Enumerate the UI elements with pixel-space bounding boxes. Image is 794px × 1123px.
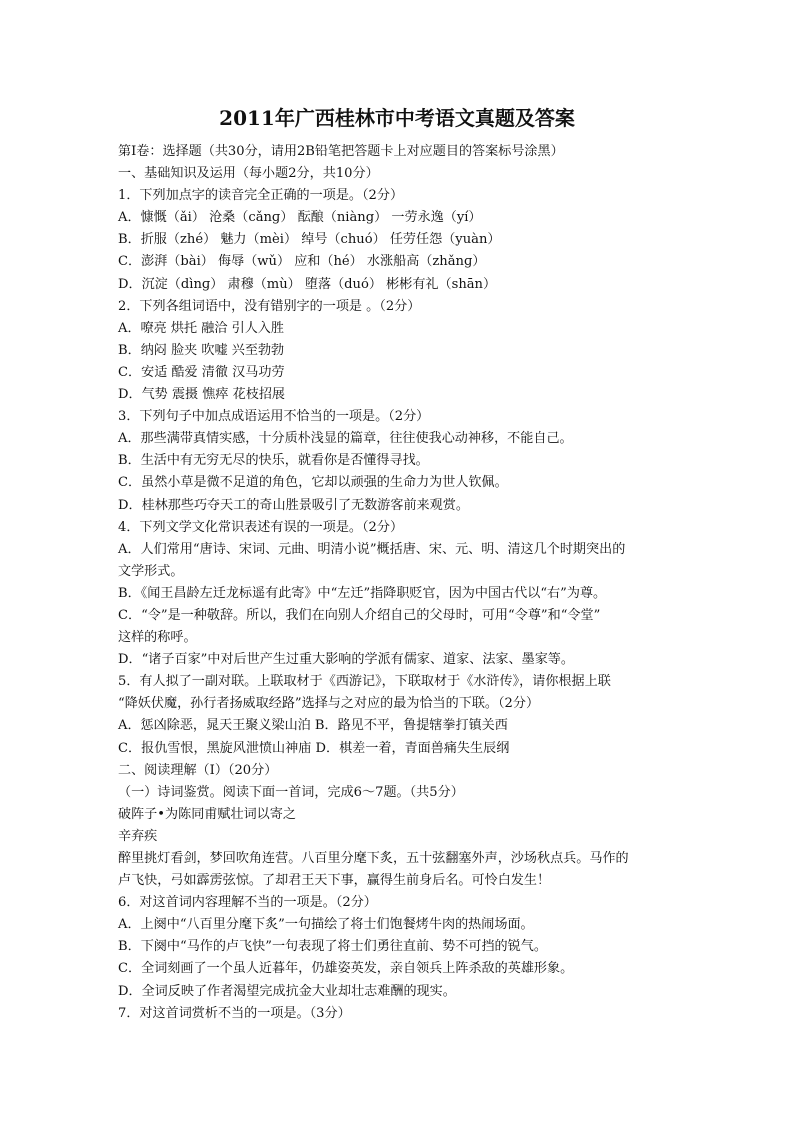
text-line: 一、基础知识及运用（每小题2分，共10分） (118, 166, 379, 182)
text-line: A．人们常用“唐诗、宋词、元曲、明清小说”概括唐、宋、元、明、清这几个时期突出的 (118, 541, 626, 557)
text-line: 2．下列各组词语中，没有错别字的一项是 。（2分） (118, 298, 421, 314)
text-line: 5．有人拟了一副对联。上联取材于《西游记》，下联取材于《水浒传》，请你根据上联 (118, 674, 611, 690)
text-line: C．“令”是一种敬辞。所以，我们在向别人介绍自己的父母时，可用“令尊”和“令堂” (118, 607, 601, 623)
text-line: A．慷慨（ǎi） 沧桑（cǎnɡ） 酝酿（niàng） 一劳永逸（yí） (118, 210, 482, 226)
text-line: B．下阕中“马作的卢飞快”一句表现了将士们勇往直前、势不可挡的锐气。 (118, 939, 547, 955)
text-line: 3．下列句子中加点成语运用不恰当的一项是。（2分） (118, 409, 430, 425)
text-line: B．生活中有无穷无尽的快乐，就看你是否懂得寻找。 (118, 453, 429, 469)
text-line: 醉里挑灯看剑，梦回吹角连营。八百里分麾下炙，五十弦翻塞外声，沙场秋点兵。马作的 (118, 851, 629, 866)
text-line: 1．下列加点字的读音完全正确的一项是。（2分） (118, 188, 404, 204)
text-line: A．惩凶除恶，晁天王聚义梁山泊 B．路见不平，鲁提辖拳打镇关西 (118, 718, 508, 734)
text-line: A．那些满带真情实感，十分质朴浅显的篇章，往往使我心动神移，不能自己。 (118, 431, 573, 447)
document-title: 2011年广西桂林市中考语文真题及答案 (219, 106, 575, 130)
text-line: “降妖伏魔，孙行者扬威取经路”选择与之对应的最为恰当的下联。（2分） (118, 696, 540, 712)
text-line: 第Ⅰ卷：选择题（共30分，请用2B铅笔把答题卡上对应题目的答案标号涂黑） (118, 144, 564, 159)
text-line: 辛弃疾 (118, 828, 158, 844)
text-line: C．全词刻画了一个虽人近暮年，仍雄姿英发，亲自领兵上阵杀敌的英雄形象。 (118, 961, 574, 977)
text-line: D．气势 震摄 憔瘁 花枝招展 (118, 387, 286, 403)
text-line: 文学形式。 (118, 563, 184, 579)
text-line: D．全词反映了作者渴望完成抗金大业却壮志难酬的现实。 (118, 983, 456, 999)
text-line: （一）诗词鉴赏。阅读下面一首词，完成6～7题。（共5分） (118, 784, 464, 800)
text-line: C．安适 酷爱 清徹 汉马功劳 (118, 364, 285, 380)
text-line: 卢飞快，弓如霹雳弦惊。了却君王天下事，赢得生前身后名。可怜白发生！ (118, 873, 551, 889)
text-line: 6．对这首词内容理解不当的一项是。（2分） (118, 895, 377, 911)
text-line: 二、阅读理解（Ⅰ）（20分） (118, 762, 278, 778)
text-line: B．《闻王昌龄左迁龙标遥有此寄》中“左迁”指降职贬官，因为中国古代以“右”为尊。 (118, 585, 607, 601)
text-line: B．纳闷 脸夹 吹嘘 兴至勃勃 (118, 342, 285, 358)
text-line: B．折服（zhé） 魅力（mèi） 绰号（chuó） 任劳任怨（yuàn） (118, 232, 501, 248)
document-body (118, 141, 684, 1025)
text-line: C．报仇雪恨，黑旋风泄愤山神庙 D．棋差一着，青面兽痛失生辰纲 (118, 740, 510, 756)
text-line: D．桂林那些巧夺天工的奇山胜景吸引了无数游客前来观赏。 (118, 497, 469, 513)
text-line: A．嘹亮 烘托 融洽 引人入胜 (118, 320, 284, 336)
text-line: 4．下列文学文化常识表述有误的一项是。（2分） (118, 519, 404, 535)
text-line: C．虽然小草是微不足道的角色，它却以顽强的生命力为世人钦佩。 (118, 475, 508, 491)
text-line: 7．对这首词赏析不当的一项是。（3分） (118, 1005, 351, 1021)
text-line: 这样的称呼。 (118, 630, 197, 646)
text-line: A．上阕中“八百里分麾下炙”一句描绘了将士们饱餐烤牛肉的热闹场面。 (118, 917, 534, 933)
text-line: D．沉淀（dìnɡ） 肃穆（mù） 堕落（duó） 彬彬有礼（shān） (118, 276, 497, 292)
text-line: 破阵子•为陈同甫赋壮词以寄之 (118, 806, 296, 822)
text-line: C．澎湃（bài） 侮辱（wǔ） 应和（hé） 水涨船高（zhǎnɡ） (118, 254, 486, 270)
text-line: D．“诸子百家”中对后世产生过重大影响的学派有儒家、道家、法家、墨家等。 (118, 652, 574, 668)
